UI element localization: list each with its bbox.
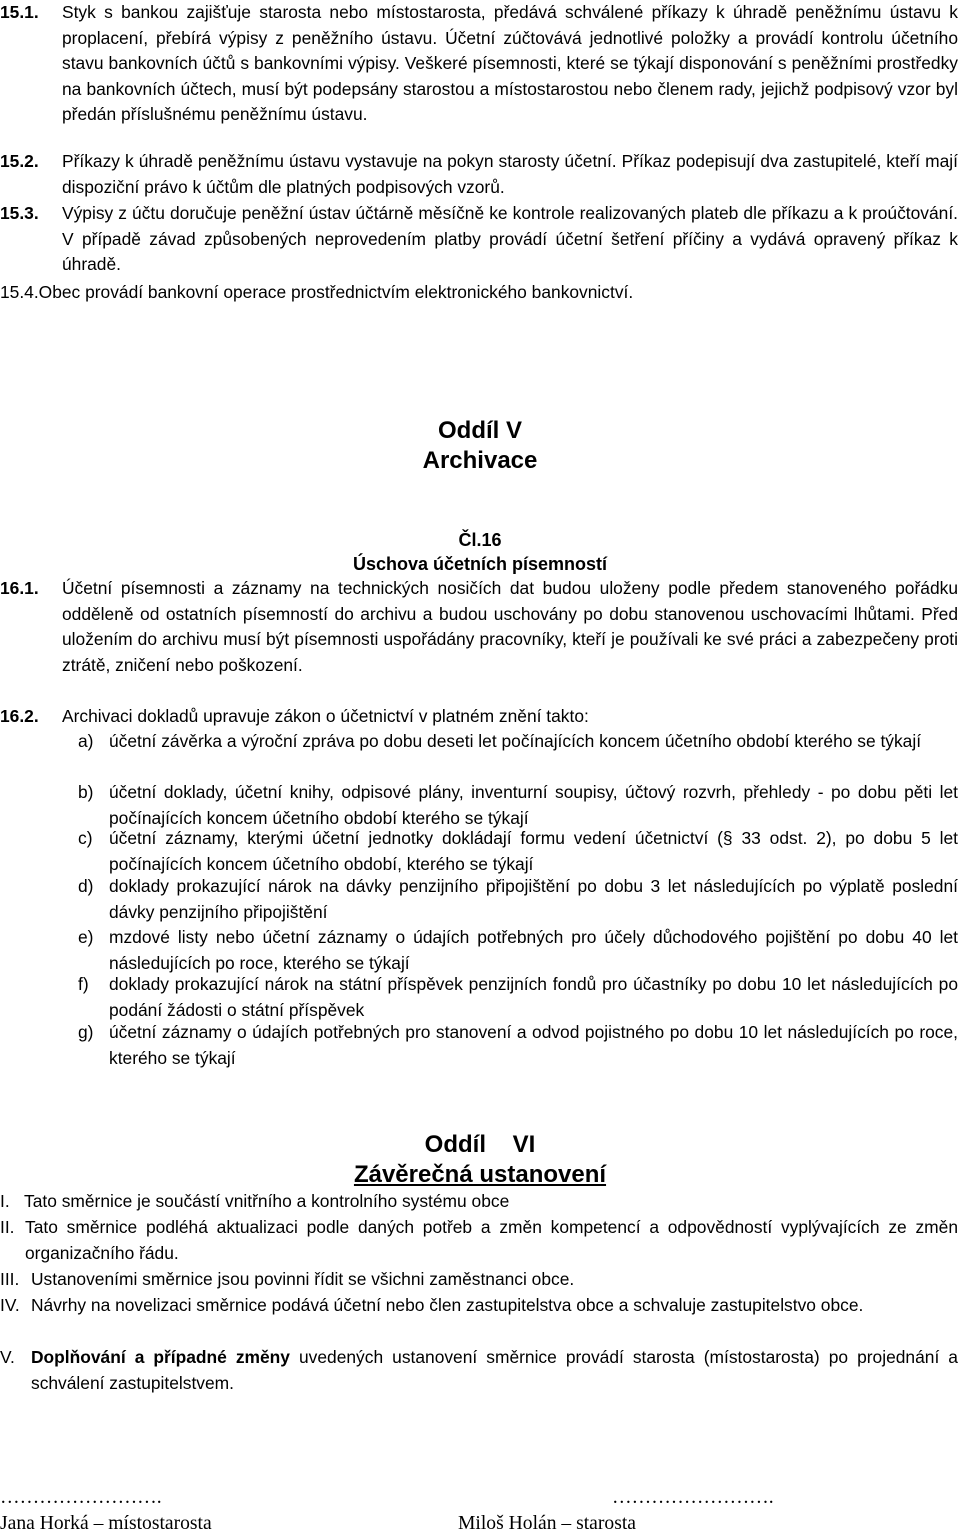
provision-label: III. <box>0 1269 20 1289</box>
paragraph-text <box>62 149 958 200</box>
paragraph-text-part: Příkazy k úhradě peněžnímu ústavu vystavuje na pokyn starosty účetní. <box>62 151 622 171</box>
provision-text <box>31 1345 958 1396</box>
paragraph-number: 16.2. <box>0 706 39 726</box>
list-item-text: účetní záznamy o údajích potřebných pro stanovení a odvod pojistného po dobu 10 let následujících po roce, kterého se týkají <box>109 1022 958 1068</box>
paragraph-number: 15.1. <box>0 2 39 22</box>
provision-text: Ustanoveními směrnice jsou povinni řídit se všichni zaměstnanci obce. <box>31 1269 575 1289</box>
paragraph-text <box>62 201 958 278</box>
paragraph-number: 15.3. <box>0 203 39 223</box>
provision-text-rest: uvedených ustanovení směrnice provádí starosta (místostarosta) po projednání a schválení zastupitelstvem. <box>31 1347 958 1393</box>
signature-line-left: ……………………. <box>0 1487 162 1508</box>
final-provision <box>0 1345 958 1396</box>
provision-text: Tato směrnice podléhá aktualizaci podle daných potřeb a změn kompetencí a odpovědností vyplývajících ze změn organizačního řádu. <box>25 1217 958 1263</box>
list-item <box>78 874 958 925</box>
signature-name-right: Miloš Holán – starosta <box>458 1513 636 1534</box>
paragraph-16-1 <box>0 576 958 678</box>
list-item <box>78 1020 958 1071</box>
paragraph-text: 15.4.Obec provádí bankovní operace prostřednictvím elektronického bankovnictví. <box>0 282 634 302</box>
final-provision <box>0 1293 958 1319</box>
paragraph-text <box>62 576 958 678</box>
list-item-text: doklady prokazující nárok na státní příspěvek penzijních fondů pro účastníky po dobu 10 let následujících po podání žádosti o státní příspěvek <box>109 974 958 1020</box>
paragraph-text: Archivaci dokladů upravuje zákon o účetnictví v platném znění takto: <box>62 706 589 726</box>
provision-text: Návrhy na novelizaci směrnice podává účetní nebo člen zastupitelstva obce a schvaluje zastupitelstvo obce. <box>31 1295 864 1315</box>
paragraph-text-part: Styk s bankou zajišťuje starosta nebo místostarosta, předává schválené příkazy k úhradě peněžnímu ústavu k proplacení, přebírá výpisy z peněžního ústavu. <box>62 2 958 48</box>
list-item-text: mzdové listy nebo účetní záznamy o údajích potřebných pro účely důchodového pojištění po dobu 40 let následujících po roce, kterého se týkají <box>109 927 958 973</box>
paragraph-15-1 <box>0 0 958 128</box>
provision-label: IV. <box>0 1295 20 1315</box>
list-item-label: b) <box>78 782 94 802</box>
signature-line-right: ……………………. <box>612 1487 774 1508</box>
signature-name-left: Jana Horká – místostarosta <box>0 1513 212 1534</box>
final-provision <box>0 1267 958 1293</box>
paragraph-text-part: Před uložením do archivu musí být písemnosti uspořádány pracovníky, kteří je používali ke své práci a zabezpečeny proti ztrátě, zničení nebo poškození. <box>62 603 958 675</box>
list-item <box>78 972 958 1023</box>
paragraph-15-3 <box>0 201 958 278</box>
article-title: Úschova účetních písemností <box>352 554 608 574</box>
list-item-label: e) <box>78 927 94 947</box>
article-number: Čl.16 <box>458 530 502 550</box>
list-item <box>78 780 958 831</box>
paragraph-number: 16.1. <box>0 578 39 598</box>
final-provision <box>0 1189 958 1215</box>
paragraph-15-4 <box>0 280 958 306</box>
list-item-label: a) <box>78 731 94 751</box>
list-item <box>78 826 958 877</box>
paragraph-text <box>62 0 958 128</box>
list-item-label: c) <box>78 828 93 848</box>
provision-label: II. <box>0 1217 15 1237</box>
provision-bold-text: Doplňování a případné změny <box>31 1347 290 1367</box>
list-item-text: účetní doklady, účetní knihy, odpisové plány, inventurní soupisy, účtový rozvrh, přehledy - po dobu pěti let počínajících koncem účetního období kterého se týkají <box>109 782 958 828</box>
provision-text: Tato směrnice je součástí vnitřního a kontrolního systému obce <box>24 1191 510 1211</box>
section-title: Oddíl V <box>438 417 522 444</box>
list-item-label: g) <box>78 1022 94 1042</box>
list-item-label: d) <box>78 876 94 896</box>
paragraph-text-part: V případě závad způsobených neprovedením platby provádí účetní šetření příčiny a vydává opravený příkaz k úhradě. <box>62 228 958 275</box>
paragraph-text-part: Výpisy z účtu doručuje peněžní ústav účtárně měsíčně ke kontrole realizovaných plateb dle příkazu a k proúčtování. <box>62 203 958 223</box>
paragraph-15-2 <box>0 149 958 200</box>
provision-label: I. <box>0 1191 10 1211</box>
list-item <box>78 729 958 755</box>
list-item <box>78 925 958 976</box>
final-provision <box>0 1215 958 1266</box>
list-item-text: účetní záznamy, kterými účetní jednotky dokládají formu vedení účetnictví (§ 33 odst. 2), po dobu 5 let počínajících koncem účetního období, kterého se týkají <box>109 828 958 874</box>
list-item-text: doklady prokazující nárok na dávky penzijního připojištění po dobu 3 let následujících po výplatě poslední dávky penzijního připojištění <box>109 876 958 922</box>
paragraph-16-2 <box>0 704 958 730</box>
list-item-text: účetní závěrka a výroční zpráva po dobu deseti let počínajících koncem účetního období kterého se týkají <box>109 731 922 751</box>
provision-label: V. <box>0 1347 15 1367</box>
section-subtitle: Archivace <box>422 447 538 474</box>
paragraph-text-part: Účetní písemnosti a záznamy na technických nosičích dat budou uloženy podle předem stanoveného pořádku odděleně od ostatních písemností do archivu a budou uschovány po dobu stanovenou uschovacími lhůtami. <box>62 578 958 624</box>
list-item-label: f) <box>78 974 89 994</box>
paragraph-text-part: Příkaz podepisují dva zastupitelé, kteří mají dispoziční právo k účtům dle platných podpisových vzorů. <box>62 151 958 197</box>
section-subtitle: Závěrečná ustanovení <box>353 1161 607 1188</box>
section-title: Oddíl VI <box>424 1131 536 1158</box>
paragraph-number: 15.2. <box>0 151 39 171</box>
paragraph-text-part: Účetní zúčtovává jednotlivé položky a provádí kontrolu účetního stavu bankovních účtů s bankovními výpisy. Veškeré písemnosti, které se týkají disponování s peněžními prostředky na bankovních účtech, musí být podepsány starostou a místostarostou nebo členem rady, jejichž podpisový vzor byl předán příslušnému peněžnímu ústavu. <box>62 27 958 125</box>
